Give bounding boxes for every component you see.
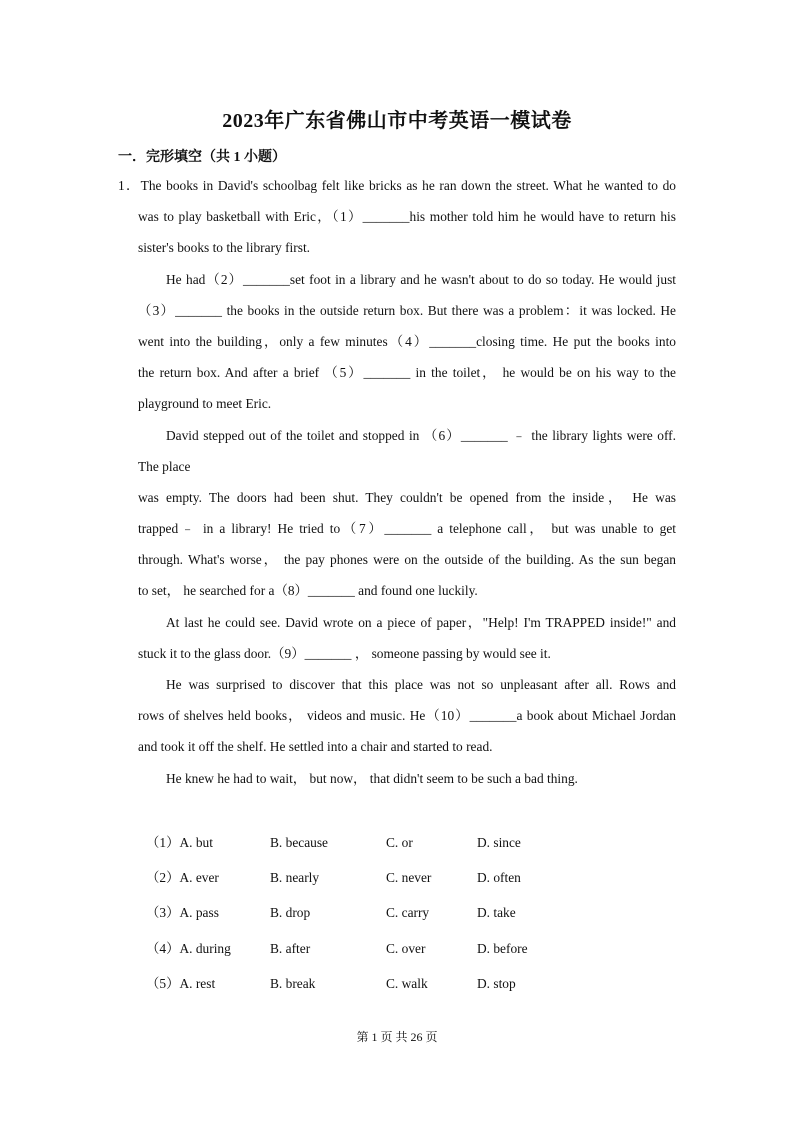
passage-line: He knew he had to wait， but now， that didn't seem to be such a bad thing. [166, 770, 578, 786]
passage-line: playground to meet Eric. [138, 396, 272, 412]
option-a: （2）A. ever [146, 870, 219, 886]
passage-line: and took it off the shelf. He settled into a chair and started to read. [138, 739, 493, 755]
option-d: D. often [477, 870, 521, 886]
option-d: D. take [477, 905, 516, 921]
passage-line: the return box. And after a brief （5）_______ in the toilet， he would be on his way to the [138, 365, 676, 381]
passage-line: 1．The books in David's schoolbag felt like bricks as he ran down the street. What he wanted to do [118, 178, 676, 193]
cloze-passage [118, 170, 676, 794]
option-c: C. never [386, 870, 432, 886]
passage-line: At last he could see. David wrote on a piece of paper，"Help! I'm TRAPPED inside!" and [166, 614, 676, 630]
passage-line: rows of shelves held books， videos and music. He（10）_______a book about Michael Jordan [138, 708, 676, 724]
passage-line: The place [138, 458, 191, 474]
option-a: （1）A. but [146, 835, 213, 850]
passage-line: （3）_______ the books in the outside return box. But there was a problem：it was locked. He [138, 302, 676, 318]
option-a: （4）A. during [146, 940, 231, 956]
page-title: 2023年广东省佛山市中考英语一模试卷 [222, 110, 572, 132]
option-b: B. drop [270, 905, 311, 921]
option-c: C. walk [386, 975, 428, 991]
passage-line: was empty. The doors had been shut. They couldn't be opened from the inside， He was [138, 489, 676, 505]
option-a: （3）A. pass [146, 905, 219, 921]
option-c: C. carry [386, 905, 430, 921]
passage-line: through. What's worse， the pay phones were on the outside of the building. As the sun began [138, 552, 676, 568]
passage-line: stuck it to the glass door.（9）_______ ， someone passing by would see it. [138, 645, 551, 661]
option-c: C. or [386, 835, 413, 850]
option-row [146, 900, 557, 935]
option-d: D. since [477, 835, 521, 850]
option-row [146, 830, 557, 865]
option-a: （5）A. rest [146, 975, 216, 991]
answer-options [146, 830, 557, 1006]
option-b: B. break [270, 975, 316, 991]
option-b: B. because [270, 835, 329, 850]
section-heading: 一．完形填空（共 1 小题） [118, 150, 286, 165]
page-footer: 第 1 页 共 26 页 [356, 1030, 438, 1044]
passage-line: to set， he searched for a（8）_______ and found one luckily. [138, 583, 478, 599]
passage-line: He had（2）_______set foot in a library and he wasn't about to do so today. He would just [166, 271, 676, 287]
option-row [146, 936, 557, 971]
passage-line: was to play basketball with Eric，（1）_______his mother told him he would have to return his [138, 209, 676, 225]
option-b: B. after [270, 940, 311, 956]
passage-line: trapped﹣ in a library! He tried to（7）_______ a telephone call， but was unable to get [138, 521, 676, 537]
option-b: B. nearly [270, 870, 320, 886]
passage-line: David stepped out of the toilet and stopped in （6）_______ ﹣ the library lights were off. [166, 427, 676, 443]
passage-line: went into the building，only a few minutes（4）_______closing time. He put the books into [138, 333, 676, 349]
option-d: D. before [477, 940, 528, 956]
passage-line: He was surprised to discover that this place was not so unpleasant after all. Rows and [166, 677, 676, 692]
option-d: D. stop [477, 975, 516, 991]
option-c: C. over [386, 940, 426, 956]
option-row [146, 971, 557, 1006]
passage-line: sister's books to the library first. [138, 240, 311, 256]
option-row [146, 865, 557, 900]
